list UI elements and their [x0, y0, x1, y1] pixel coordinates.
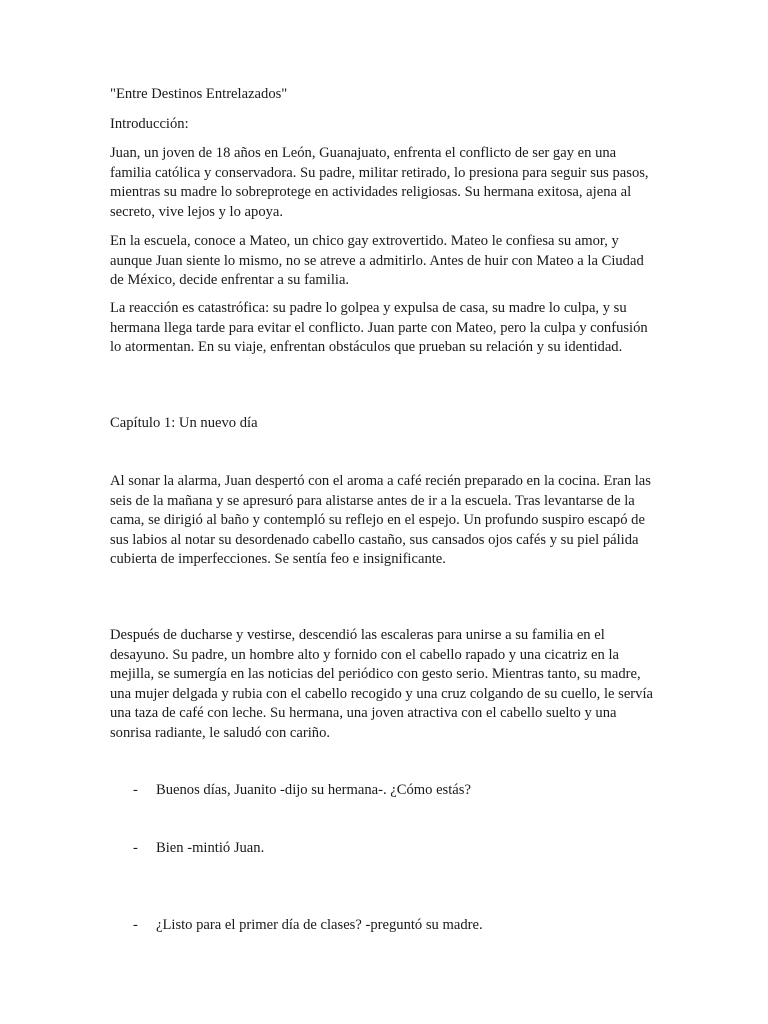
- intro-heading: Introducción:: [110, 116, 189, 132]
- dialogue-dash: -: [133, 782, 138, 798]
- dialogue-dash: -: [133, 840, 138, 856]
- dialogue-text: ¿Listo para el primer día de clases? -preguntó su madre.: [156, 917, 483, 933]
- dialogue-line: [133, 781, 653, 801]
- document-title: "Entre Destinos Entrelazados": [110, 86, 288, 102]
- chapter-paragraph-2: Después de ducharse y vestirse, descendió las escaleras para unirse a su familia en el desayuno. Su padre, un hombre alto y fornido con el cabello rapado y una cicatriz en la mejilla, se sumergía en las noticias del periódico con gesto serio. Mientras tanto, su madre, una mujer delgada y rubia con el cabello recogido y una cruz colgando de su cuello, le servía una taza de café con leche. Su hermana, una joven atractiva con el cabello suelto y una sonrisa radiante, le saludó con cariño.: [110, 627, 653, 741]
- dialogue-line: [133, 839, 653, 859]
- chapter-heading: Capítulo 1: Un nuevo día: [110, 415, 258, 431]
- chapter-paragraph-1: Al sonar la alarma, Juan despertó con el aroma a café recién preparado en la cocina. Eran las seis de la mañana y se apresuró para alistarse antes de ir a la escuela. Tras levantarse de la cama, se dirigió al baño y contempló su reflejo en el espejo. Un profundo suspiro escapó de sus labios al notar su desordenado cabello castaño, sus cansados ojos cafés y su piel pálida cubierta de imperfecciones. Se sentía feo e insignificante.: [110, 473, 651, 568]
- dialogue-text: Bien -mintió Juan.: [156, 840, 265, 856]
- dialogue-dash: -: [133, 917, 138, 933]
- intro-paragraph-1: Juan, un joven de 18 años en León, Guanajuato, enfrenta el conflicto de ser gay en una familia católica y conservadora. Su padre, militar retirado, lo presiona para seguir sus pasos, mientras su madre lo sobreprotege en actividades religiosas. Su hermana exitosa, ajena al secreto, vive lejos y lo apoya.: [110, 145, 649, 220]
- intro-paragraph-2: En la escuela, conoce a Mateo, un chico gay extrovertido. Mateo le confiesa su amor, y aunque Juan siente lo mismo, no se atreve a admitirlo. Antes de huir con Mateo a la Ciudad de México, decide enfrentar a su familia.: [110, 233, 644, 289]
- intro-paragraph-3: La reacción es catastrófica: su padre lo golpea y expulsa de casa, su madre lo culpa, y su hermana llega tarde para evitar el conflicto. Juan parte con Mateo, pero la culpa y confusión lo atormentan. En su viaje, enfrentan obstáculos que prueban su relación y su identidad.: [110, 300, 648, 356]
- dialogue-line: [133, 916, 653, 936]
- dialogue-text: Buenos días, Juanito -dijo su hermana-. ¿Cómo estás?: [156, 782, 471, 798]
